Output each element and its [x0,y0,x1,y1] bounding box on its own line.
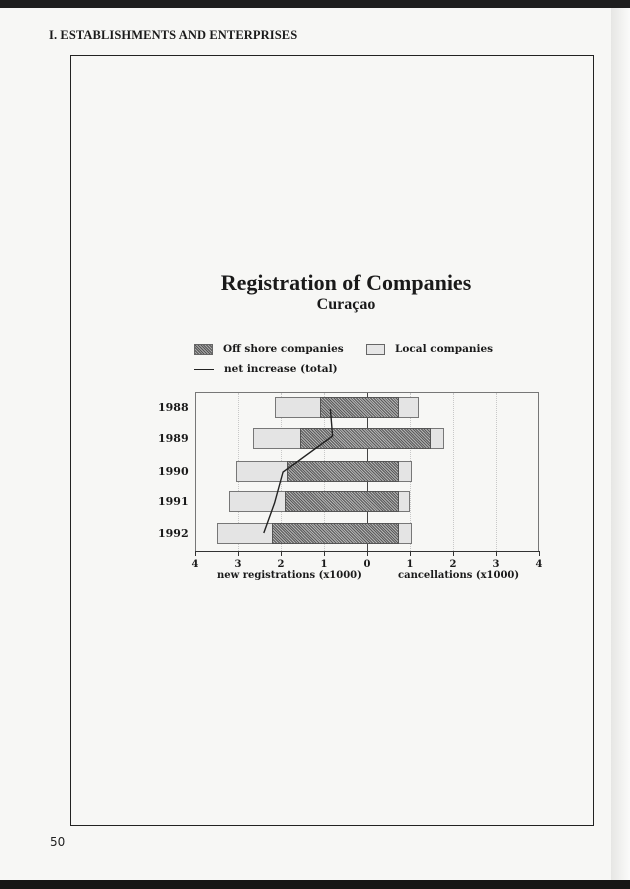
section-title: I. ESTABLISHMENTS AND ENTERPRISES [49,28,298,42]
x-axis-right-title: cancellations (x1000) [398,570,520,581]
year-label: 1990 [158,465,189,478]
legend-local-label: Local companies [395,343,494,355]
tick-label: 2 [277,559,285,570]
legend-offshore-label: Off shore companies [223,343,344,355]
chart-subtitle: Curaçao [316,296,376,313]
legend-net-label: net increase (total) [224,363,338,375]
year-label: 1988 [158,401,189,414]
tick-label: 1 [406,559,414,570]
year-label: 1991 [158,495,189,508]
tick-label: 2 [449,559,457,570]
year-label: 1992 [158,527,189,540]
x-axis-left-title: new registrations (x1000) [217,570,362,581]
chart-title: Registration of Companies [220,270,472,295]
tick-label: 3 [492,559,500,570]
tick-label: 0 [363,559,371,570]
tick-label: 3 [234,559,242,570]
tick-label: 4 [535,559,543,570]
tick-label: 1 [320,559,328,570]
tick-label: 4 [191,559,199,570]
page-number: 50 [50,835,66,849]
year-label: 1989 [158,432,189,445]
